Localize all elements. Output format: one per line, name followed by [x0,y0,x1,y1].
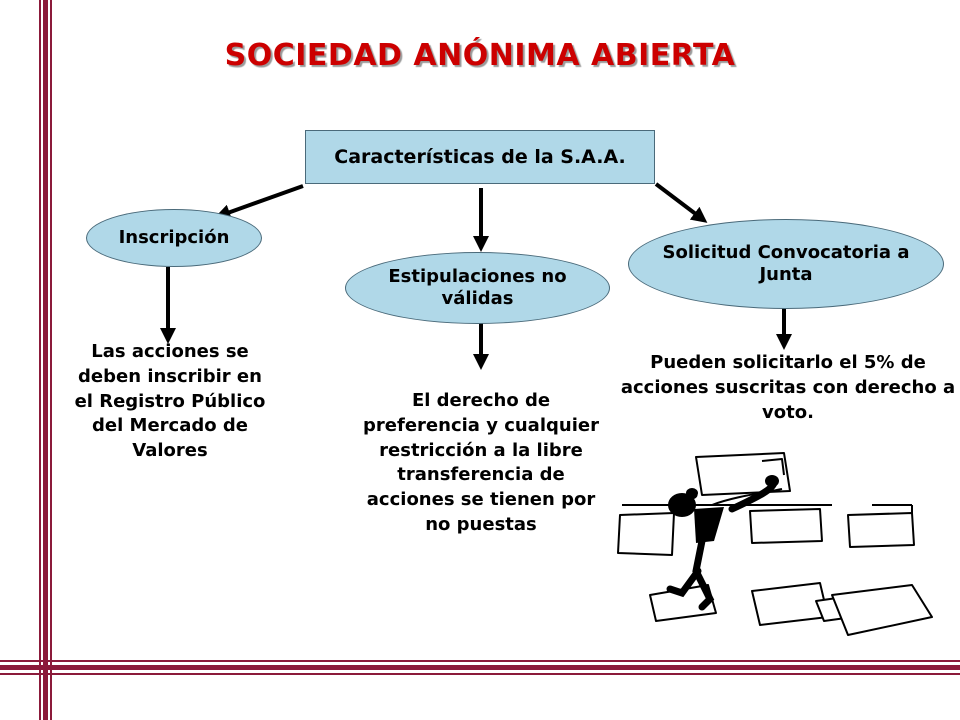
node-inscripcion: Inscripción [86,209,262,267]
node-solicitud: Solicitud Convocatoria a Junta [628,219,944,309]
desc-estipulaciones: El derecho de preferencia y cualquier restricción a la libre transferencia de acciones se tienen por no puestas [363,390,599,536]
paper-right-icon [848,513,914,547]
node-estipulaciones: Estipulaciones no válidas [345,252,610,324]
floor-paper-4-icon [832,585,932,635]
paper-left-icon [618,513,674,555]
paper-mid-icon [750,509,822,543]
person-torso-icon [694,507,724,543]
arrow-root-to-inscripcion [222,186,303,215]
root-node: Características de la S.A.A. [305,130,655,184]
desc-solicitud: Pueden solicitarlo el 5% de acciones suscritas con derecho a voto. [620,352,956,423]
arrow-root-to-solicitud [656,184,701,218]
page-title: SOCIEDAD ANÓNIMA ABIERTA [224,38,736,73]
person-papers-illustration [612,445,952,645]
desc-inscripcion: Las acciones se deben inscribir en el Registro Público del Mercado de Valores [74,341,266,462]
